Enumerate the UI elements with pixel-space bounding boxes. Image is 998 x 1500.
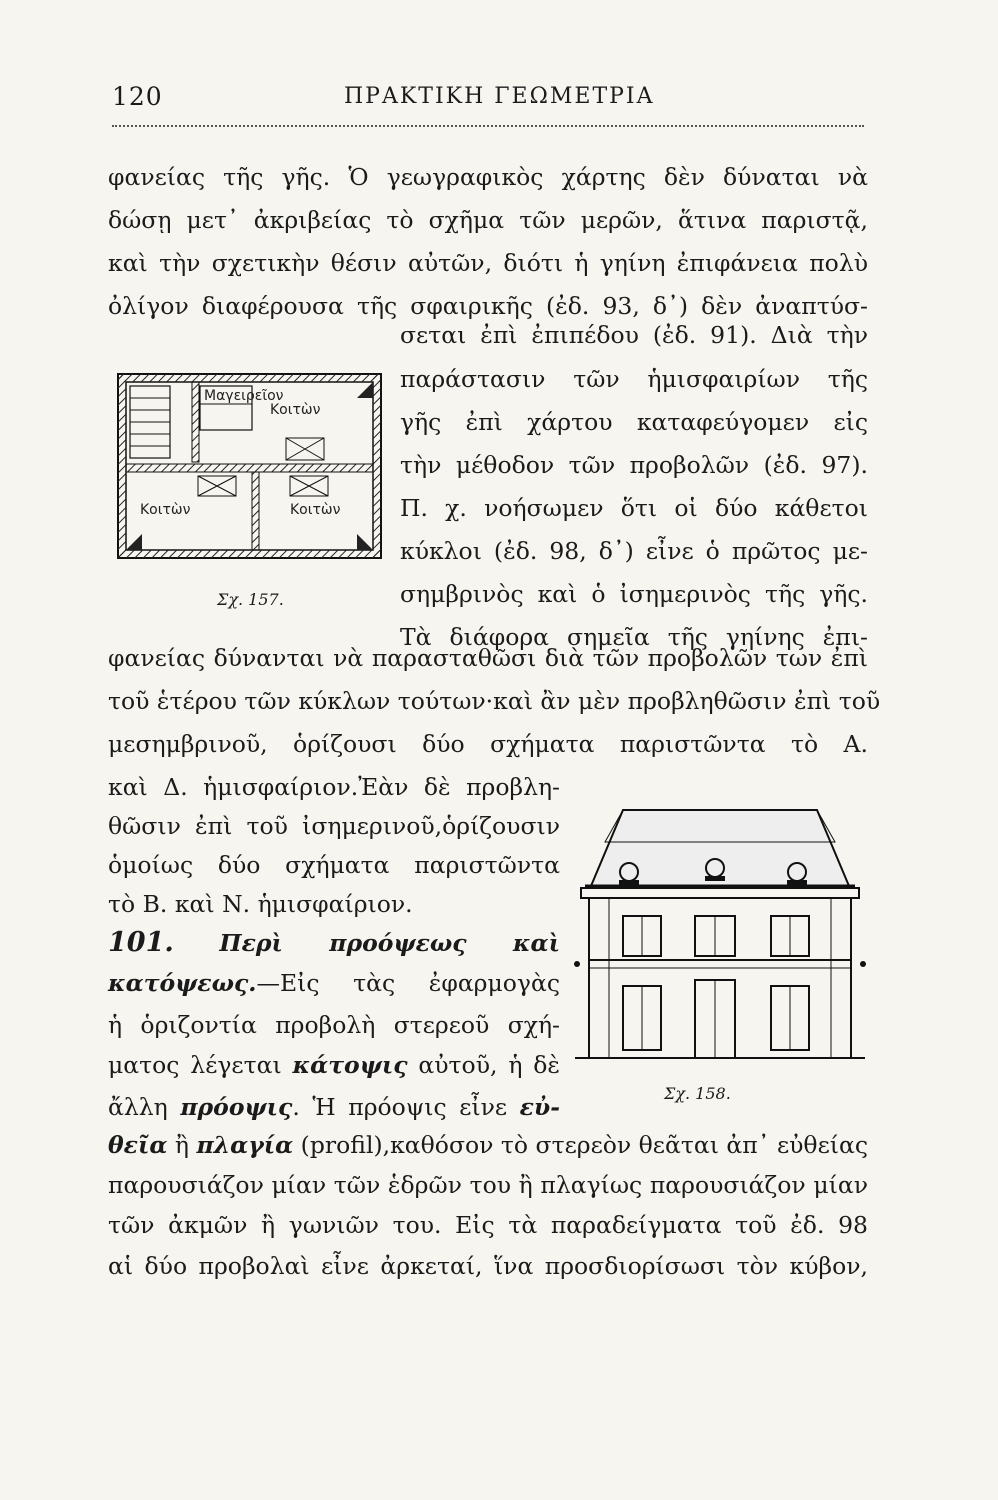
- text-line: [108, 1130, 868, 1160]
- text-line: Π. χ. νοήσωμεν ὅτι οἱ δύο κάθετοι: [400, 494, 868, 522]
- text-line: μεσημβρινοῦ, ὁρίζουσι δύο σχήματα παριστῶντα τὸ Α.: [108, 730, 868, 758]
- text-line: Τὰ διάφορα σημεῖα τῆς γηίνης ἐπι-: [400, 623, 868, 651]
- text-line: παρουσιάζον μίαν τῶν ἑδρῶν του ἢ πλαγίως παρουσιάζον μίαν: [108, 1171, 868, 1199]
- section-title-cont: κατόψεως.: [108, 969, 257, 997]
- floor-plan-figure: [112, 368, 387, 568]
- term-proopsis: πρόοψις: [180, 1093, 293, 1121]
- text-run: αὐτοῦ, ἡ δὲ: [407, 1051, 561, 1079]
- text-line: σεται ἐπὶ ἐπιπέδου (ἐδ. 91). Διὰ τὴν: [400, 321, 868, 349]
- text-run: . Ἡ πρόοψις εἶνε: [292, 1093, 520, 1121]
- kitchen-label: Μαγειρεῖον: [204, 388, 284, 404]
- section-number: 101.: [108, 927, 174, 958]
- text-line: κύκλοι (ἐδ. 98, δ᾽) εἶνε ὁ πρῶτος με-: [400, 537, 868, 565]
- text-line: τοῦ ἑτέρου τῶν κύκλων τούτων·καὶ ἂν μὲν προβληθῶσιν ἐπὶ τοῦ: [108, 687, 881, 715]
- term-katopsis: κάτοψις: [292, 1051, 408, 1079]
- running-title: ΠΡΑΚΤΙΚΗ ΓΕΩΜΕΤΡΙΑ: [344, 84, 655, 109]
- text-line: φανείας δύνανται νὰ παρασταθῶσι διὰ τῶν προβολῶν των ἐπὶ: [108, 644, 868, 672]
- text-line: παράστασιν τῶν ἡμισφαιρίων τῆς: [400, 365, 868, 393]
- text-line: [108, 1050, 560, 1080]
- term-eutheia-cont: θεῖα: [108, 1131, 168, 1159]
- figure-157-caption: Σχ. 157.: [217, 590, 284, 609]
- text-run: ματος λέγεται: [108, 1051, 293, 1079]
- text-line: δώσῃ μετ᾽ ἀκριβείας τὸ σχῆμα τῶν μερῶν, ἅτινα παριστᾷ,: [108, 206, 868, 234]
- term-eutheia: εὐ-: [519, 1093, 560, 1121]
- bedroom-top-label: Κοιτὼν: [270, 402, 321, 418]
- text-run: ἢ: [167, 1131, 197, 1159]
- bedroom-left-label: Κοιτὼν: [140, 502, 191, 518]
- text-line: ὁμοίως δύο σχήματα παριστῶντα: [108, 851, 560, 879]
- text-line: φανείας τῆς γῆς. Ὁ γεωγραφικὸς χάρτης δὲν δύναται νὰ: [108, 163, 868, 191]
- section-heading: [108, 928, 560, 958]
- text-line: καὶ Δ. ἡμισφαίριον.Ἐὰν δὲ προβλη-: [108, 773, 560, 801]
- text-run: (profil),καθόσον τὸ στερεὸν θεᾶται ἀπ᾽ εὐθείας: [293, 1131, 868, 1159]
- text-line: ἡ ὁριζοντία προβολὴ στερεοῦ σχή-: [108, 1011, 560, 1039]
- text-line: καὶ τὴν σχετικὴν θέσιν αὐτῶν, διότι ἡ γηίνη ἐπιφάνεια πολὺ: [108, 249, 868, 277]
- text-line: αἱ δύο προβολαὶ εἶνε ἀρκεταί, ἵνα προσδιορίσωσι τὸν κύβον,: [108, 1252, 868, 1280]
- text-line: τὸ Β. καὶ Ν. ἡμισφαίριον.: [108, 890, 413, 918]
- text-line: θῶσιν ἐπὶ τοῦ ἰσημερινοῦ,ὁρίζουσιν: [108, 812, 560, 840]
- building-elevation-figure: [565, 802, 877, 1072]
- bedroom-right-label: Κοιτὼν: [290, 502, 341, 518]
- section-title: Περὶ προόψεως καὶ: [219, 929, 560, 957]
- text-line: [108, 968, 560, 998]
- term-plagia: πλαγία: [196, 1131, 294, 1159]
- text-line: τῶν ἀκμῶν ἢ γωνιῶν του. Εἰς τὰ παραδείγματα τοῦ ἐδ. 98: [108, 1211, 868, 1239]
- page-number: 120: [112, 82, 163, 111]
- figure-158-caption: Σχ. 158.: [664, 1084, 731, 1103]
- text-line: [108, 1092, 560, 1122]
- text-run: ἄλλη: [108, 1093, 181, 1121]
- building-elevation-drawing: [565, 802, 877, 1072]
- floor-plan-drawing: [112, 368, 387, 568]
- text-line: τὴν μέθοδον τῶν προβολῶν (ἐδ. 97).: [400, 451, 868, 479]
- text-run: —Εἰς τὰς ἐφαρμογὰς: [256, 969, 560, 997]
- header-rule: [112, 125, 864, 127]
- page-header: [112, 82, 886, 122]
- text-line: γῆς ἐπὶ χάρτου καταφεύγομεν εἰς: [400, 408, 868, 436]
- text-line: ὀλίγον διαφέρουσα τῆς σφαιρικῆς (ἐδ. 93, δ᾽) δὲν ἀναπτύσ-: [108, 292, 868, 320]
- text-line: σημβρινὸς καὶ ὁ ἰσημερινὸς τῆς γῆς.: [400, 580, 868, 608]
